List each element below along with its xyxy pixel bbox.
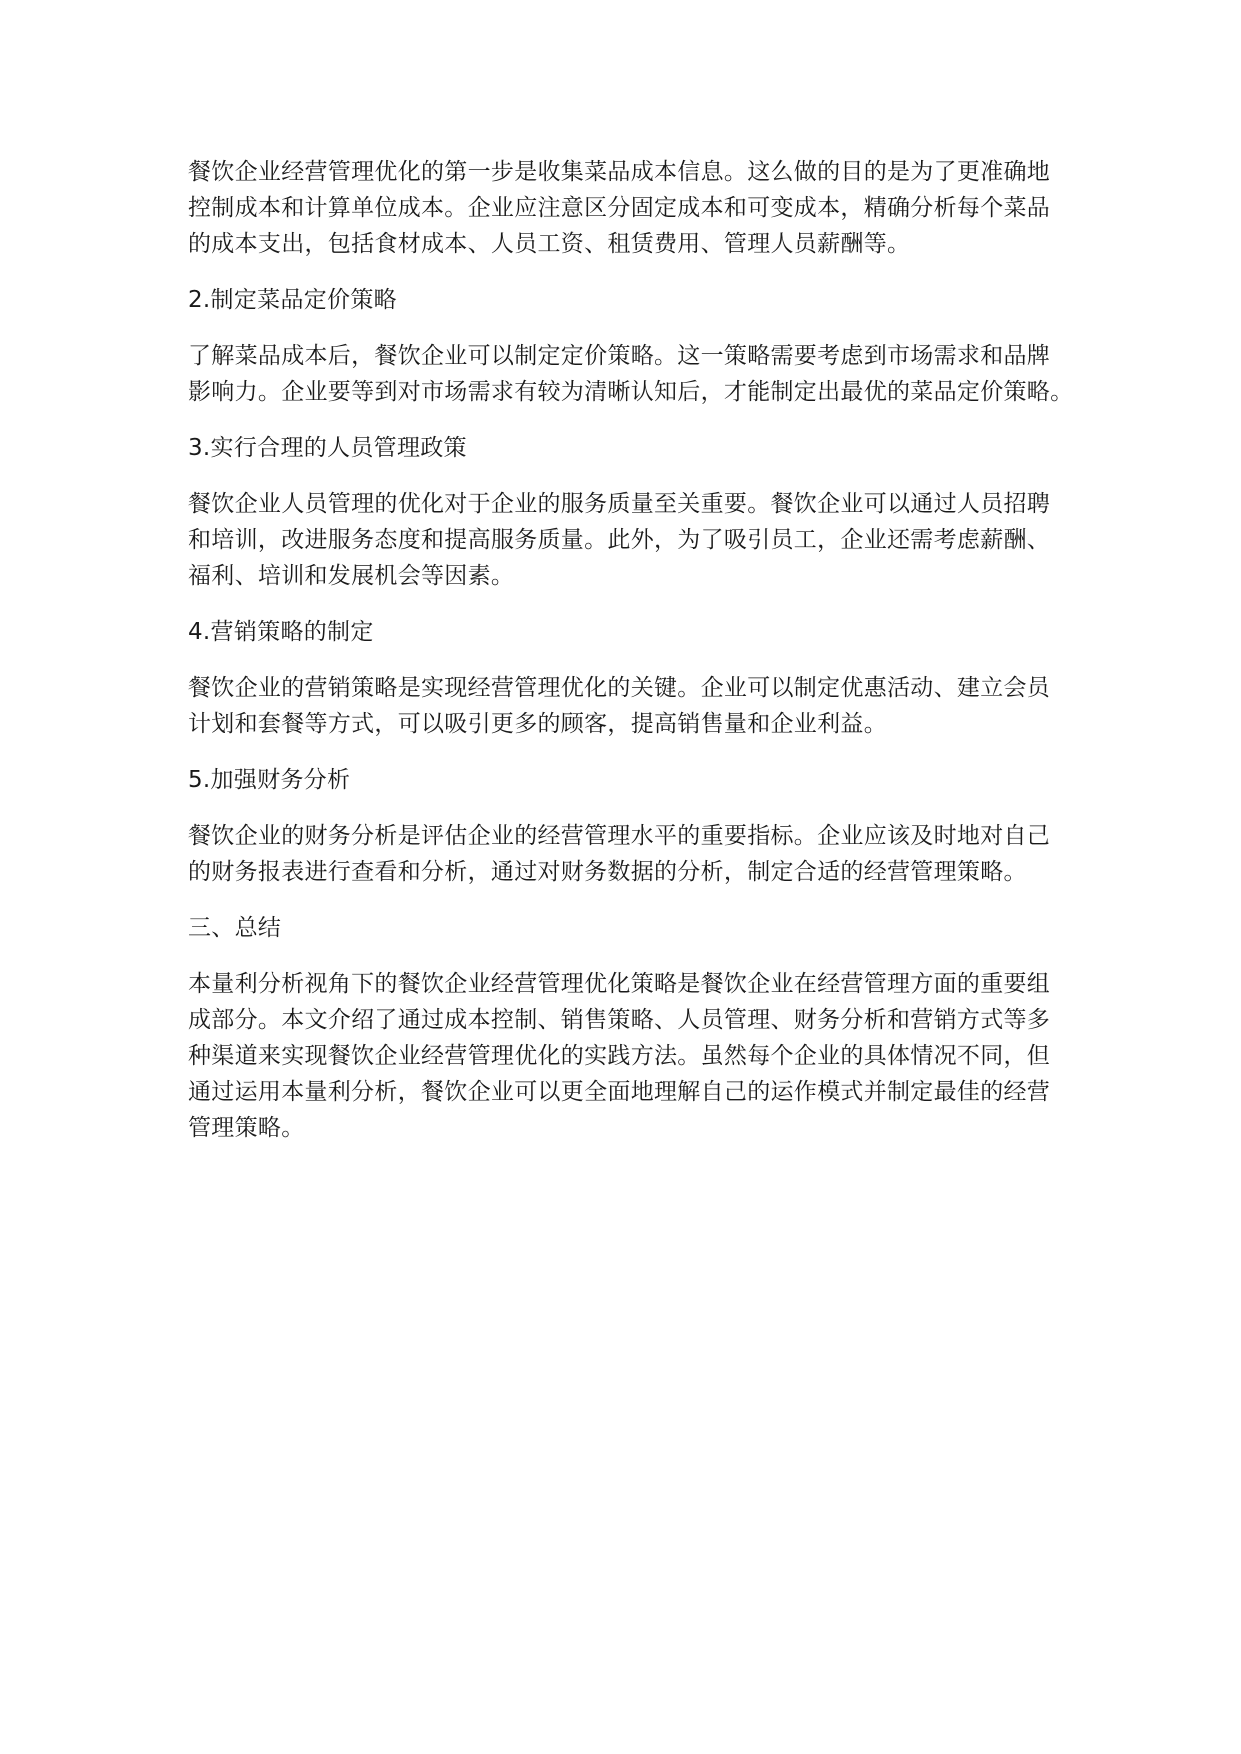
document-body: [188, 154, 1074, 1166]
text-line: 成部分。本文介绍了通过成本控制、销售策略、人员管理、财务分析和营销方式等多: [188, 1007, 1051, 1033]
text-line: 本量利分析视角下的餐饮企业经营管理优化策略是餐饮企业在经营管理方面的重要组: [188, 971, 1051, 997]
paragraph-summary: [188, 966, 1068, 1146]
text-line: 福利、培训和发展机会等因素。: [188, 563, 515, 589]
text-line: 餐饮企业人员管理的优化对于企业的服务质量至关重要。餐饮企业可以通过人员招聘: [188, 491, 1051, 517]
section-heading-summary: 三、总结: [188, 915, 282, 941]
text-line: 计划和套餐等方式，可以吸引更多的顾客，提高销售量和企业利益。: [188, 711, 887, 737]
section-heading-staff: 3.实行合理的人员管理政策: [188, 435, 467, 461]
text-line: 影响力。企业要等到对市场需求有较为清晰认知后，才能制定出最优的菜品定价策略。: [188, 379, 1074, 405]
paragraph-staff: [188, 486, 1068, 594]
text-line: 的财务报表进行查看和分析，通过对财务数据的分析，制定合适的经营管理策略。: [188, 859, 1027, 885]
paragraph-cost-info: [188, 154, 1068, 262]
section-heading-finance: 5.加强财务分析: [188, 767, 351, 793]
paragraph-finance: [188, 818, 1068, 890]
text-line: 和培训，改进服务态度和提高服务质量。此外，为了吸引员工，企业还需考虑薪酬、: [188, 527, 1051, 553]
text-line: 餐饮企业的财务分析是评估企业的经营管理水平的重要指标。企业应该及时地对自己: [188, 823, 1051, 849]
text-line: 管理策略。: [188, 1115, 305, 1141]
text-line: 控制成本和计算单位成本。企业应注意区分固定成本和可变成本，精确分析每个菜品: [188, 195, 1051, 221]
text-line: 餐饮企业经营管理优化的第一步是收集菜品成本信息。这么做的目的是为了更准确地: [188, 159, 1051, 185]
paragraph-pricing: [188, 338, 1074, 410]
text-line: 通过运用本量利分析，餐饮企业可以更全面地理解自己的运作模式并制定最佳的经营: [188, 1079, 1051, 1105]
section-heading-pricing: 2.制定菜品定价策略: [188, 287, 397, 313]
section-heading-marketing: 4.营销策略的制定: [188, 619, 374, 645]
paragraph-marketing: [188, 670, 1068, 742]
text-line: 了解菜品成本后，餐饮企业可以制定定价策略。这一策略需要考虑到市场需求和品牌: [188, 343, 1051, 369]
text-line: 的成本支出，包括食材成本、人员工资、租赁费用、管理人员薪酬等。: [188, 231, 911, 257]
text-line: 餐饮企业的营销策略是实现经营管理优化的关键。企业可以制定优惠活动、建立会员: [188, 675, 1051, 701]
text-line: 种渠道来实现餐饮企业经营管理优化的实践方法。虽然每个企业的具体情况不同，但: [188, 1043, 1051, 1069]
